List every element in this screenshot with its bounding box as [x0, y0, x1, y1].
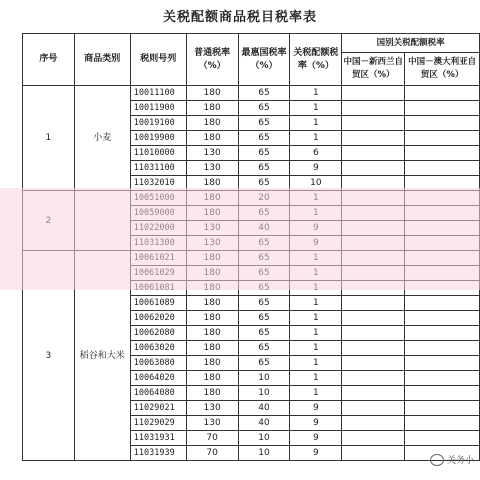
watermark	[430, 453, 474, 466]
quota-rate-cell: 10	[290, 176, 342, 191]
quota-rate-cell: 1	[290, 326, 342, 341]
quota-rate-cell: 9	[290, 416, 342, 431]
fta-nz-cell	[342, 341, 405, 356]
watermark-text: 关务小	[446, 456, 474, 466]
fta-au-cell	[405, 386, 480, 401]
code-cell: 10061089	[130, 296, 186, 311]
wechat-icon	[430, 454, 444, 466]
general-rate-cell: 180	[186, 86, 238, 101]
fta-nz-cell	[342, 146, 405, 161]
quota-rate-cell: 1	[290, 131, 342, 146]
header-fta-nz: 中国－新西兰自贸区（%）	[342, 53, 405, 86]
fta-au-cell	[405, 401, 480, 416]
code-cell: 11029021	[130, 401, 186, 416]
group-category: 小麦	[74, 86, 130, 191]
header-mfn-rate: 最惠国税率（%）	[238, 34, 290, 86]
code-cell: 10062020	[130, 311, 186, 326]
mfn-rate-cell: 65	[238, 131, 290, 146]
fta-nz-cell	[342, 116, 405, 131]
fta-au-cell	[405, 296, 480, 311]
general-rate-cell: 180	[186, 296, 238, 311]
fta-nz-cell	[342, 431, 405, 446]
header-fta-au: 中国－澳大利亚自贸区（%）	[405, 53, 480, 86]
quota-rate-cell: 1	[290, 86, 342, 101]
mfn-rate-cell: 65	[238, 116, 290, 131]
code-cell: 10019900	[130, 131, 186, 146]
fta-nz-cell	[342, 296, 405, 311]
quota-rate-cell: 1	[290, 341, 342, 356]
fta-nz-cell	[342, 161, 405, 176]
mfn-rate-cell: 65	[238, 161, 290, 176]
banner-overlay	[0, 188, 480, 290]
fta-au-cell	[405, 431, 480, 446]
mfn-rate-cell: 65	[238, 356, 290, 371]
header-quota-rate: 关税配额税率（%）	[290, 34, 342, 86]
fta-nz-cell	[342, 101, 405, 116]
mfn-rate-cell: 10	[238, 386, 290, 401]
fta-au-cell	[405, 311, 480, 326]
table-title: 关税配额商品税目税率表	[162, 10, 317, 25]
fta-nz-cell	[342, 86, 405, 101]
fta-au-cell	[405, 341, 480, 356]
header-general-rate: 普通税率（%）	[186, 34, 238, 86]
code-cell: 11031100	[130, 161, 186, 176]
general-rate-cell: 180	[186, 101, 238, 116]
mfn-rate-cell: 65	[238, 326, 290, 341]
fta-au-cell	[405, 146, 480, 161]
mfn-rate-cell: 65	[238, 296, 290, 311]
mfn-rate-cell: 10	[238, 371, 290, 386]
code-cell: 11032010	[130, 176, 186, 191]
quota-rate-cell: 6	[290, 146, 342, 161]
general-rate-cell: 130	[186, 146, 238, 161]
code-cell: 10011100	[130, 86, 186, 101]
general-rate-cell: 180	[186, 386, 238, 401]
mfn-rate-cell: 40	[238, 416, 290, 431]
general-rate-cell: 180	[186, 311, 238, 326]
code-cell: 11029029	[130, 416, 186, 431]
table-row	[23, 86, 480, 101]
fta-nz-cell	[342, 371, 405, 386]
fta-au-cell	[405, 326, 480, 341]
code-cell: 10064020	[130, 371, 186, 386]
fta-au-cell	[405, 116, 480, 131]
quota-rate-cell: 1	[290, 356, 342, 371]
fta-nz-cell	[342, 131, 405, 146]
group-category: 稻谷和大米	[74, 251, 130, 461]
fta-au-cell	[405, 86, 480, 101]
fta-nz-cell	[342, 311, 405, 326]
code-cell: 10064080	[130, 386, 186, 401]
group-seq: 1	[23, 86, 75, 191]
header-seq: 序号	[23, 34, 75, 86]
general-rate-cell: 70	[186, 431, 238, 446]
fta-au-cell	[405, 101, 480, 116]
mfn-rate-cell: 65	[238, 341, 290, 356]
group-seq: 3	[23, 251, 75, 461]
mfn-rate-cell: 65	[238, 176, 290, 191]
fta-nz-cell	[342, 446, 405, 461]
mfn-rate-cell: 10	[238, 431, 290, 446]
quota-rate-cell: 1	[290, 311, 342, 326]
code-cell: 10063080	[130, 356, 186, 371]
quota-rate-cell: 1	[290, 116, 342, 131]
quota-rate-cell: 9	[290, 446, 342, 461]
mfn-rate-cell: 65	[238, 86, 290, 101]
fta-nz-cell	[342, 356, 405, 371]
fta-au-cell	[405, 131, 480, 146]
general-rate-cell: 180	[186, 176, 238, 191]
general-rate-cell: 180	[186, 371, 238, 386]
general-rate-cell: 180	[186, 326, 238, 341]
fta-au-cell	[405, 416, 480, 431]
code-cell: 10019100	[130, 116, 186, 131]
quota-rate-cell: 9	[290, 431, 342, 446]
fta-au-cell	[405, 161, 480, 176]
code-cell: 11010000	[130, 146, 186, 161]
mfn-rate-cell: 65	[238, 101, 290, 116]
code-cell: 11031939	[130, 446, 186, 461]
general-rate-cell: 130	[186, 416, 238, 431]
header-fta-group: 国别关税配额税率	[342, 34, 480, 53]
fta-nz-cell	[342, 386, 405, 401]
quota-rate-cell: 9	[290, 161, 342, 176]
fta-au-cell	[405, 371, 480, 386]
mfn-rate-cell: 65	[238, 146, 290, 161]
mfn-rate-cell: 65	[238, 311, 290, 326]
fta-nz-cell	[342, 326, 405, 341]
header-code: 税则号列	[130, 34, 186, 86]
general-rate-cell: 180	[186, 116, 238, 131]
code-cell: 10062080	[130, 326, 186, 341]
fta-nz-cell	[342, 416, 405, 431]
quota-rate-cell: 1	[290, 101, 342, 116]
quota-rate-cell: 9	[290, 401, 342, 416]
fta-nz-cell	[342, 401, 405, 416]
general-rate-cell: 130	[186, 401, 238, 416]
code-cell: 10011900	[130, 101, 186, 116]
header-category: 商品类别	[74, 34, 130, 86]
mfn-rate-cell: 40	[238, 401, 290, 416]
code-cell: 10063020	[130, 341, 186, 356]
general-rate-cell: 180	[186, 131, 238, 146]
general-rate-cell: 180	[186, 341, 238, 356]
general-rate-cell: 70	[186, 446, 238, 461]
general-rate-cell: 130	[186, 161, 238, 176]
mfn-rate-cell: 10	[238, 446, 290, 461]
code-cell: 11031931	[130, 431, 186, 446]
quota-rate-cell: 1	[290, 296, 342, 311]
fta-au-cell	[405, 356, 480, 371]
quota-rate-cell: 1	[290, 371, 342, 386]
quota-rate-cell: 1	[290, 386, 342, 401]
general-rate-cell: 180	[186, 356, 238, 371]
